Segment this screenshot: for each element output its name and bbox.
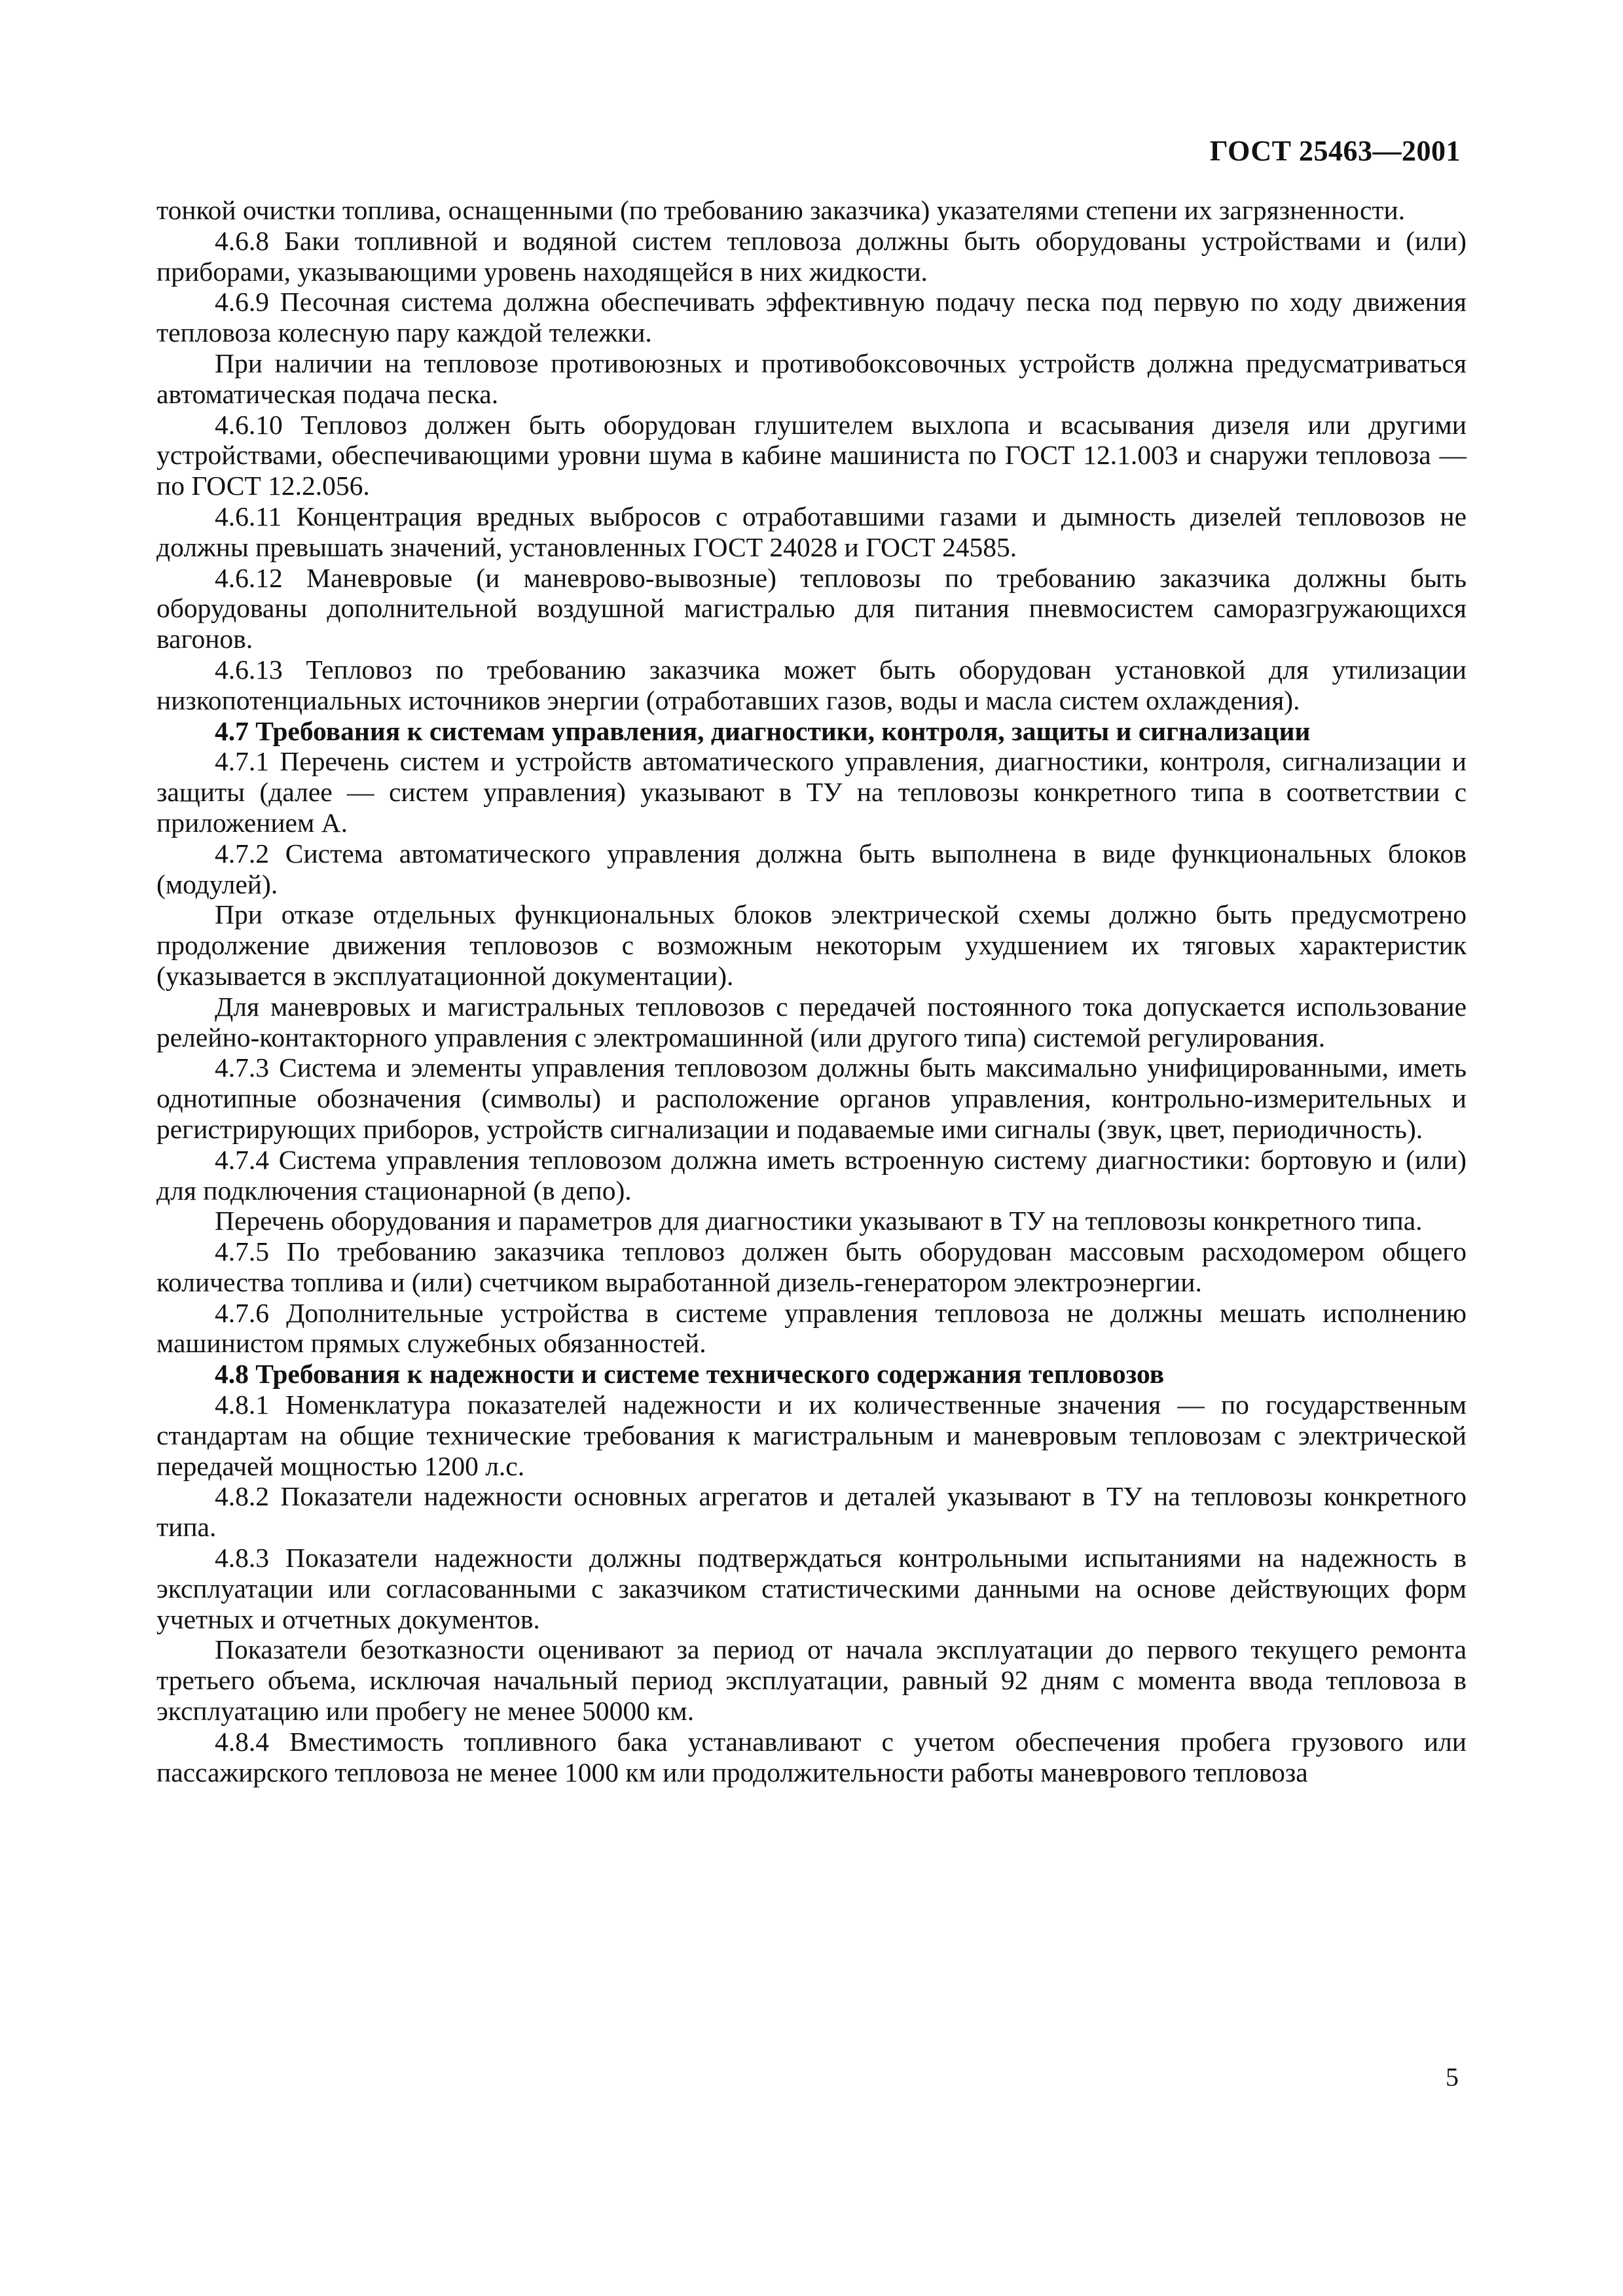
paragraph-4-7-1: 4.7.1 Перечень систем и устройств автоматического управления, диагностики, контроля, сигнализации и защиты (далее — систем управления) указывают в ТУ на тепловозы конкретного типа в соответствии с приложением А. bbox=[156, 746, 1467, 838]
paragraph-4-6-13: 4.6.13 Тепловоз по требованию заказчика может быть оборудован установкой для утилизации низкопотенциальных источников энергии (отработавших газов, воды и масла систем охлаждения). bbox=[156, 654, 1467, 715]
section-heading-4-8: 4.8 Требования к надежности и системе технического содержания тепловозов bbox=[215, 1359, 1165, 1390]
paragraph-4-6-12: 4.6.12 Маневровые (и маневрово-вывозные) тепловозы по требованию заказчика должны быть оборудованы дополнительной воздушной магистралью для питания пневмосистем саморазгружающихся вагонов. bbox=[156, 562, 1467, 655]
paragraph-4-8-2: 4.8.2 Показатели надежности основных агрегатов и деталей указывают в ТУ на тепловозы конкретного типа. bbox=[156, 1481, 1467, 1543]
paragraph-sand-auto: При наличии на тепловозе противоюзных и противобоксовочных устройств должна предусматриваться автоматическая подача песка. bbox=[156, 348, 1467, 409]
paragraph-continuation: тонкой очистки топлива, оснащенными (по требованию заказчика) указателями степени их загрязненности. bbox=[156, 195, 1406, 225]
paragraph-4-7-4: 4.7.4 Система управления тепловозом должна иметь встроенную систему диагностики: бортовую и (или) для подключения стационарной (в депо). bbox=[156, 1144, 1467, 1206]
section-heading-4-7: 4.7 Требования к системам управления, диагностики, контроля, защиты и сигнализации bbox=[215, 715, 1311, 746]
paragraph-4-6-8: 4.6.8 Баки топливной и водяной систем тепловоза должны быть оборудованы устройствами и (или) приборами, указывающими уровень находящейся в них жидкости. bbox=[156, 225, 1467, 287]
paragraph-4-7-2: 4.7.2 Система автоматического управления должна быть выполнена в виде функциональных блоков (модулей). bbox=[156, 838, 1467, 899]
paragraph-4-6-11: 4.6.11 Концентрация вредных выбросов с отработавшими газами и дымность дизелей тепловозов не должны превышать значений, установленных ГОСТ 24028 и ГОСТ 24585. bbox=[156, 501, 1467, 562]
document-header: ГОСТ 25463—2001 bbox=[1209, 135, 1461, 167]
document-body bbox=[156, 195, 1467, 1787]
paragraph-4-7-3: 4.7.3 Система и элементы управления тепловозом должны быть максимально унифицированными, иметь однотипные обозначения (символы) и расположение органов управления, контрольно-измерительных и регистрирующих приборов, устройств сигнализации и подаваемые ими сигналы (звук, цвет, периодичность). bbox=[156, 1052, 1467, 1144]
paragraph-4-8-4: 4.8.4 Вместимость топливного бака устанавливают с учетом обеспечения пробега грузового или пассажирского тепловоза не менее 1000 км или продолжительности работы маневрового тепловоза bbox=[156, 1726, 1467, 1787]
paragraph-4-7-5: 4.7.5 По требованию заказчика тепловоз должен быть оборудован массовым расходомером общего количества топлива и (или) счетчиком выработанной дизель-генератором электроэнергии. bbox=[156, 1236, 1467, 1297]
paragraph-4-8-3: 4.8.3 Показатели надежности должны подтверждаться контрольными испытаниями на надежность в эксплуатации или согласованными с заказчиком статистическими данными на основе действующих форм учетных и отчетных документов. bbox=[156, 1543, 1467, 1634]
paragraph-4-6-9: 4.6.9 Песочная система должна обеспечивать эффективную подачу песка под первую по ходу движения тепловоза колесную пару каждой тележки. bbox=[156, 287, 1467, 348]
paragraph-4-7-6: 4.7.6 Дополнительные устройства в системе управления тепловоза не должны мешать исполнению машинистом прямых служебных обязанностей. bbox=[156, 1297, 1467, 1359]
paragraph-diagnostics-list: Перечень оборудования и параметров для диагностики указывают в ТУ на тепловозы конкретного типа. bbox=[215, 1206, 1423, 1236]
paragraph-4-6-10: 4.6.10 Тепловоз должен быть оборудован глушителем выхлопа и всасывания дизеля или другими устройствами, обеспечивающими уровни шума в кабине машиниста по ГОСТ 12.1.003 и снаружи тепловоза — по ГОСТ 12.2.056. bbox=[156, 409, 1467, 501]
page-number: 5 bbox=[1446, 2062, 1459, 2092]
paragraph-block-failure: При отказе отдельных функциональных блоков электрической схемы должно быть предусмотрено продолжение движения тепловозов с возможным некоторым ухудшением их тяговых характеристик (указывается в эксплуатационной документации). bbox=[156, 899, 1467, 991]
paragraph-reliability-period: Показатели безотказности оценивают за период от начала эксплуатации до первого текущего ремонта третьего объема, исключая начальный период эксплуатации, равный 92 дням с момента ввода тепловоза в эксплуатацию или пробегу не менее 50000 км. bbox=[156, 1634, 1467, 1727]
paragraph-4-8-1: 4.8.1 Номенклатура показателей надежности и их количественные значения — по государственным стандартам на общие технические требования к магистральным и маневровым тепловозам с электрической передачей мощностью 1200 л.с. bbox=[156, 1390, 1467, 1481]
paragraph-dc-transmission: Для маневровых и магистральных тепловозов с передачей постоянного тока допускается использование релейно-контакторного управления с электромашинной (или другого типа) системой регулирования. bbox=[156, 991, 1467, 1052]
